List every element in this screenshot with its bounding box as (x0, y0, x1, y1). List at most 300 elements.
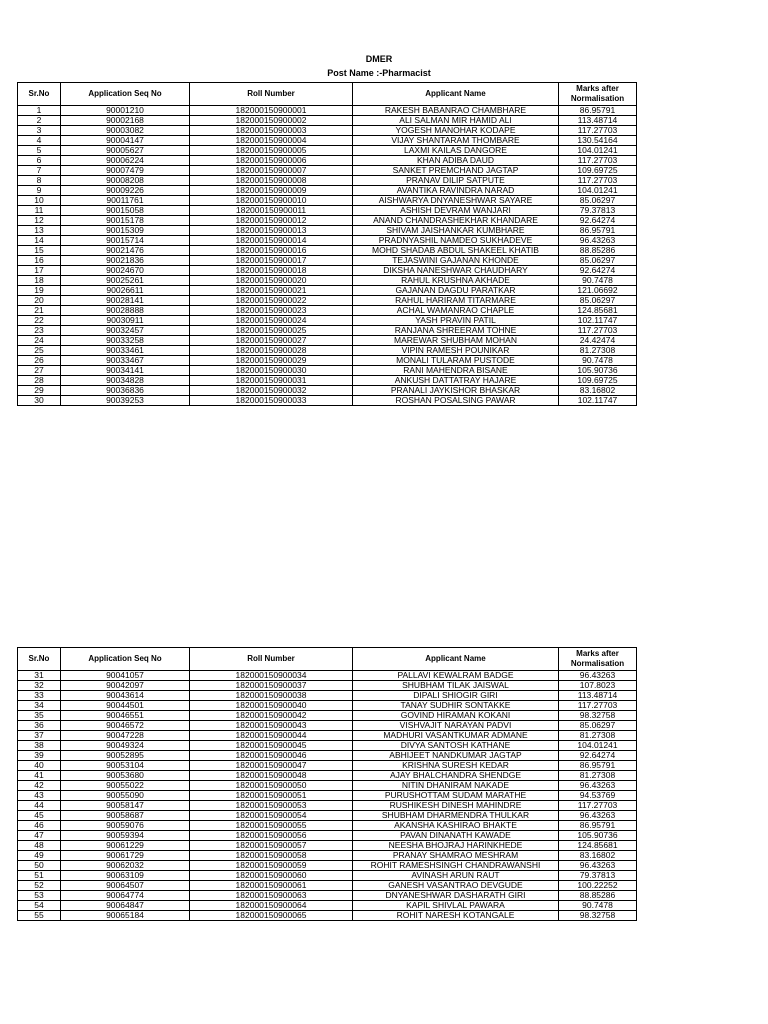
cell-app-seq: 90028888 (61, 306, 190, 316)
table-row (18, 276, 637, 286)
cell-srno: 14 (18, 236, 61, 246)
cell-app-seq: 90065184 (61, 911, 190, 921)
col-header-name: Applicant Name (353, 83, 559, 106)
cell-marks: 117.27703 (559, 801, 637, 811)
cell-applicant-name: MAREWAR SHUBHAM MOHAN (353, 336, 559, 346)
cell-srno: 20 (18, 296, 61, 306)
cell-app-seq: 90036836 (61, 386, 190, 396)
cell-srno: 27 (18, 366, 61, 376)
cell-roll-number: 182000150900005 (190, 146, 353, 156)
cell-app-seq: 90055090 (61, 791, 190, 801)
cell-marks: 113.48714 (559, 691, 637, 701)
cell-marks: 83.16802 (559, 851, 637, 861)
cell-roll-number: 182000150900009 (190, 186, 353, 196)
cell-app-seq: 90026611 (61, 286, 190, 296)
cell-marks: 81.27308 (559, 731, 637, 741)
cell-marks: 102.11747 (559, 316, 637, 326)
cell-app-seq: 90030911 (61, 316, 190, 326)
cell-srno: 24 (18, 336, 61, 346)
cell-app-seq: 90041057 (61, 671, 190, 681)
cell-roll-number: 182000150900056 (190, 831, 353, 841)
cell-marks: 88.85286 (559, 246, 637, 256)
col-header-marks: Marks after Normalisation (559, 83, 637, 106)
cell-roll-number: 182000150900050 (190, 781, 353, 791)
cell-srno: 31 (18, 671, 61, 681)
cell-applicant-name: VIJAY SHANTARAM THOMBARE (353, 136, 559, 146)
cell-marks: 117.27703 (559, 126, 637, 136)
cell-app-seq: 90062032 (61, 861, 190, 871)
cell-marks: 86.95791 (559, 821, 637, 831)
cell-marks: 86.95791 (559, 761, 637, 771)
table-row (18, 841, 637, 851)
table-row (18, 306, 637, 316)
table-row (18, 366, 637, 376)
cell-applicant-name: TANAY SUDHIR SONTAKKE (353, 701, 559, 711)
cell-roll-number: 182000150900008 (190, 176, 353, 186)
cell-applicant-name: ROSHAN POSALSING PAWAR (353, 396, 559, 406)
cell-roll-number: 182000150900002 (190, 116, 353, 126)
cell-app-seq: 90021476 (61, 246, 190, 256)
cell-srno: 36 (18, 721, 61, 731)
cell-srno: 48 (18, 841, 61, 851)
table-row (18, 216, 637, 226)
cell-roll-number: 182000150900032 (190, 386, 353, 396)
cell-roll-number: 182000150900060 (190, 871, 353, 881)
cell-srno: 7 (18, 166, 61, 176)
cell-roll-number: 182000150900030 (190, 366, 353, 376)
cell-roll-number: 182000150900001 (190, 106, 353, 116)
cell-applicant-name: ANAND CHANDRASHEKHAR KHANDARE (353, 216, 559, 226)
cell-marks: 81.27308 (559, 771, 637, 781)
cell-app-seq: 90043614 (61, 691, 190, 701)
cell-app-seq: 90028141 (61, 296, 190, 306)
cell-srno: 21 (18, 306, 61, 316)
cell-marks: 83.16802 (559, 386, 637, 396)
cell-srno: 4 (18, 136, 61, 146)
cell-applicant-name: YOGESH MANOHAR KODAPE (353, 126, 559, 136)
cell-app-seq: 90046572 (61, 721, 190, 731)
cell-applicant-name: RANJANA SHREERAM TOHNE (353, 326, 559, 336)
cell-marks: 124.85681 (559, 841, 637, 851)
cell-srno: 42 (18, 781, 61, 791)
cell-marks: 109.69725 (559, 376, 637, 386)
cell-app-seq: 90058687 (61, 811, 190, 821)
cell-marks: 107.8023 (559, 681, 637, 691)
cell-applicant-name: VIPIN RAMESH POUNIKAR (353, 346, 559, 356)
table-row (18, 396, 637, 406)
cell-applicant-name: RANI MAHENDRA BISANE (353, 366, 559, 376)
cell-marks: 105.90736 (559, 831, 637, 841)
table-row (18, 376, 637, 386)
cell-app-seq: 90024670 (61, 266, 190, 276)
cell-app-seq: 90003082 (61, 126, 190, 136)
cell-roll-number: 182000150900003 (190, 126, 353, 136)
cell-app-seq: 90034141 (61, 366, 190, 376)
table-row (18, 861, 637, 871)
cell-roll-number: 182000150900061 (190, 881, 353, 891)
cell-srno: 46 (18, 821, 61, 831)
col-header-marks: Marks after Normalisation (559, 648, 637, 671)
cell-app-seq: 90002168 (61, 116, 190, 126)
cell-applicant-name: KHAN ADIBA DAUD (353, 156, 559, 166)
table-row (18, 671, 637, 681)
cell-srno: 2 (18, 116, 61, 126)
cell-srno: 17 (18, 266, 61, 276)
cell-marks: 105.90736 (559, 366, 637, 376)
table-header-row (18, 648, 637, 671)
cell-app-seq: 90005627 (61, 146, 190, 156)
cell-srno: 49 (18, 851, 61, 861)
cell-roll-number: 182000150900055 (190, 821, 353, 831)
cell-roll-number: 182000150900031 (190, 376, 353, 386)
cell-srno: 10 (18, 196, 61, 206)
cell-srno: 9 (18, 186, 61, 196)
cell-applicant-name: NEESHA BHOJRAJ HARINKHEDE (353, 841, 559, 851)
cell-srno: 16 (18, 256, 61, 266)
cell-roll-number: 182000150900043 (190, 721, 353, 731)
cell-app-seq: 90064774 (61, 891, 190, 901)
col-header-roll: Roll Number (190, 648, 353, 671)
cell-applicant-name: YASH PRAVIN PATIL (353, 316, 559, 326)
table-row (18, 701, 637, 711)
cell-roll-number: 182000150900046 (190, 751, 353, 761)
cell-roll-number: 182000150900034 (190, 671, 353, 681)
table-row (18, 156, 637, 166)
cell-app-seq: 90011761 (61, 196, 190, 206)
cell-applicant-name: MONALI TULARAM PUSTODE (353, 356, 559, 366)
cell-roll-number: 182000150900010 (190, 196, 353, 206)
cell-roll-number: 182000150900040 (190, 701, 353, 711)
table-row (18, 316, 637, 326)
cell-roll-number: 182000150900011 (190, 206, 353, 216)
table-row (18, 386, 637, 396)
cell-marks: 90.7478 (559, 356, 637, 366)
cell-app-seq: 90046551 (61, 711, 190, 721)
cell-marks: 94.53769 (559, 791, 637, 801)
cell-applicant-name: ROHIT RAMESHSINGH CHANDRAWANSHI (353, 861, 559, 871)
cell-applicant-name: GAJANAN DAGDU PARATKAR (353, 286, 559, 296)
col-header-name: Applicant Name (353, 648, 559, 671)
cell-srno: 23 (18, 326, 61, 336)
cell-marks: 88.85286 (559, 891, 637, 901)
table-row (18, 336, 637, 346)
cell-app-seq: 90047228 (61, 731, 190, 741)
table-row (18, 286, 637, 296)
cell-applicant-name: SANKET PREMCHAND JAGTAP (353, 166, 559, 176)
table-row (18, 146, 637, 156)
cell-app-seq: 90053680 (61, 771, 190, 781)
table-row (18, 831, 637, 841)
cell-marks: 104.01241 (559, 146, 637, 156)
cell-marks: 113.48714 (559, 116, 637, 126)
cell-roll-number: 182000150900048 (190, 771, 353, 781)
cell-srno: 51 (18, 871, 61, 881)
cell-applicant-name: MOHD SHADAB ABDUL SHAKEEL KHATIB (353, 246, 559, 256)
cell-roll-number: 182000150900033 (190, 396, 353, 406)
cell-srno: 44 (18, 801, 61, 811)
cell-srno: 3 (18, 126, 61, 136)
cell-roll-number: 182000150900028 (190, 346, 353, 356)
cell-srno: 52 (18, 881, 61, 891)
cell-marks: 96.43263 (559, 811, 637, 821)
cell-app-seq: 90021836 (61, 256, 190, 266)
cell-srno: 8 (18, 176, 61, 186)
cell-roll-number: 182000150900017 (190, 256, 353, 266)
table-row (18, 326, 637, 336)
table-row (18, 911, 637, 921)
cell-applicant-name: PURUSHOTTAM SUDAM MARATHE (353, 791, 559, 801)
table-row (18, 126, 637, 136)
cell-srno: 54 (18, 901, 61, 911)
cell-srno: 11 (18, 206, 61, 216)
cell-applicant-name: PALLAVI KEWALRAM BADGE (353, 671, 559, 681)
cell-applicant-name: KRISHNA SURESH KEDAR (353, 761, 559, 771)
cell-app-seq: 90044501 (61, 701, 190, 711)
table-row (18, 731, 637, 741)
cell-app-seq: 90055022 (61, 781, 190, 791)
cell-marks: 86.95791 (559, 106, 637, 116)
table-row (18, 296, 637, 306)
cell-srno: 43 (18, 791, 61, 801)
cell-applicant-name: LAXMI KAILAS DANGORE (353, 146, 559, 156)
cell-app-seq: 90007479 (61, 166, 190, 176)
cell-roll-number: 182000150900021 (190, 286, 353, 296)
cell-applicant-name: VISHVAJIT NARAYAN PADVI (353, 721, 559, 731)
cell-marks: 79.37813 (559, 871, 637, 881)
cell-srno: 53 (18, 891, 61, 901)
table-row (18, 781, 637, 791)
cell-marks: 92.64274 (559, 216, 637, 226)
cell-applicant-name: KAPIL SHIVLAL PAWARA (353, 901, 559, 911)
cell-applicant-name: GANESH VASANTRAO DEVGUDE (353, 881, 559, 891)
cell-app-seq: 90033258 (61, 336, 190, 346)
cell-roll-number: 182000150900057 (190, 841, 353, 851)
cell-srno: 15 (18, 246, 61, 256)
cell-app-seq: 90064507 (61, 881, 190, 891)
cell-applicant-name: ANKUSH DATTATRAY HAJARE (353, 376, 559, 386)
table-row (18, 116, 637, 126)
cell-applicant-name: NITIN DHANIRAM NAKADE (353, 781, 559, 791)
cell-roll-number: 182000150900044 (190, 731, 353, 741)
cell-srno: 18 (18, 276, 61, 286)
table-row (18, 891, 637, 901)
cell-marks: 98.32758 (559, 911, 637, 921)
col-header-app-seq: Application Seq No (61, 83, 190, 106)
table-row (18, 881, 637, 891)
cell-applicant-name: SHUBHAM TILAK JAISWAL (353, 681, 559, 691)
table-row (18, 851, 637, 861)
cell-app-seq: 90006224 (61, 156, 190, 166)
cell-marks: 98.32758 (559, 711, 637, 721)
cell-applicant-name: DIVYA SANTOSH KATHANE (353, 741, 559, 751)
cell-marks: 85.06297 (559, 721, 637, 731)
cell-srno: 12 (18, 216, 61, 226)
table-header-row (18, 83, 637, 106)
cell-roll-number: 182000150900022 (190, 296, 353, 306)
table-row (18, 691, 637, 701)
table-row (18, 681, 637, 691)
cell-applicant-name: TEJASWINI GAJANAN KHONDE (353, 256, 559, 266)
cell-roll-number: 182000150900012 (190, 216, 353, 226)
cell-srno: 29 (18, 386, 61, 396)
table-row (18, 356, 637, 366)
table-row (18, 226, 637, 236)
cell-applicant-name: ALI SALMAN MIR HAMID ALI (353, 116, 559, 126)
cell-roll-number: 182000150900058 (190, 851, 353, 861)
col-header-roll: Roll Number (190, 83, 353, 106)
cell-srno: 28 (18, 376, 61, 386)
cell-roll-number: 182000150900024 (190, 316, 353, 326)
table-row (18, 721, 637, 731)
cell-marks: 85.06297 (559, 296, 637, 306)
cell-applicant-name: RUSHIKESH DINESH MAHINDRE (353, 801, 559, 811)
cell-applicant-name: RAHUL HARIRAM TITARMARE (353, 296, 559, 306)
cell-app-seq: 90015058 (61, 206, 190, 216)
cell-marks: 100.22252 (559, 881, 637, 891)
cell-applicant-name: RAKESH BABANRAO CHAMBHARE (353, 106, 559, 116)
table-row (18, 346, 637, 356)
cell-app-seq: 90039253 (61, 396, 190, 406)
cell-applicant-name: PRANALI JAYKISHOR BHASKAR (353, 386, 559, 396)
cell-srno: 38 (18, 741, 61, 751)
cell-applicant-name: ACHAL WAMANRAO CHAPLE (353, 306, 559, 316)
cell-applicant-name: DNYANESHWAR DASHARATH GIRI (353, 891, 559, 901)
cell-marks: 86.95791 (559, 226, 637, 236)
table-row (18, 196, 637, 206)
cell-roll-number: 182000150900029 (190, 356, 353, 366)
cell-srno: 45 (18, 811, 61, 821)
cell-roll-number: 182000150900014 (190, 236, 353, 246)
document-title: DMER (365, 54, 393, 64)
cell-srno: 40 (18, 761, 61, 771)
cell-marks: 96.43263 (559, 236, 637, 246)
table-row (18, 771, 637, 781)
cell-app-seq: 90059394 (61, 831, 190, 841)
cell-marks: 96.43263 (559, 781, 637, 791)
cell-marks: 102.11747 (559, 396, 637, 406)
cell-marks: 96.43263 (559, 671, 637, 681)
cell-applicant-name: RAHUL KRUSHNA AKHADE (353, 276, 559, 286)
table-body-2 (18, 671, 637, 921)
cell-srno: 32 (18, 681, 61, 691)
results-table-1 (17, 82, 637, 406)
cell-applicant-name: PRANAV DILIP SATPUTE (353, 176, 559, 186)
table-row (18, 246, 637, 256)
cell-marks: 79.37813 (559, 206, 637, 216)
table-body-1 (18, 106, 637, 406)
cell-srno: 41 (18, 771, 61, 781)
cell-applicant-name: ROHIT NARESH KOTANGALE (353, 911, 559, 921)
cell-srno: 47 (18, 831, 61, 841)
cell-roll-number: 182000150900004 (190, 136, 353, 146)
cell-applicant-name: ABHIJEET NANDKUMAR JAGTAP (353, 751, 559, 761)
cell-app-seq: 90033467 (61, 356, 190, 366)
cell-app-seq: 90015309 (61, 226, 190, 236)
cell-app-seq: 90033461 (61, 346, 190, 356)
cell-app-seq: 90061229 (61, 841, 190, 851)
cell-marks: 121.06692 (559, 286, 637, 296)
col-header-app-seq: Application Seq No (61, 648, 190, 671)
document-subtitle: Post Name :-Pharmacist (327, 68, 431, 78)
cell-applicant-name: ASHISH DEVRAM WANJARI (353, 206, 559, 216)
cell-applicant-name: PRANAY SHAMRAO MESHRAM (353, 851, 559, 861)
cell-srno: 35 (18, 711, 61, 721)
cell-srno: 1 (18, 106, 61, 116)
cell-roll-number: 182000150900059 (190, 861, 353, 871)
table-row (18, 186, 637, 196)
cell-app-seq: 90052895 (61, 751, 190, 761)
cell-srno: 5 (18, 146, 61, 156)
cell-app-seq: 90004147 (61, 136, 190, 146)
cell-marks: 117.27703 (559, 156, 637, 166)
cell-roll-number: 182000150900007 (190, 166, 353, 176)
cell-app-seq: 90015178 (61, 216, 190, 226)
table-row (18, 801, 637, 811)
cell-roll-number: 182000150900063 (190, 891, 353, 901)
cell-srno: 22 (18, 316, 61, 326)
cell-applicant-name: AISHWARYA DNYANESHWAR SAYARE (353, 196, 559, 206)
cell-app-seq: 90001210 (61, 106, 190, 116)
cell-app-seq: 90049324 (61, 741, 190, 751)
cell-roll-number: 182000150900038 (190, 691, 353, 701)
cell-srno: 30 (18, 396, 61, 406)
cell-roll-number: 182000150900042 (190, 711, 353, 721)
cell-roll-number: 182000150900065 (190, 911, 353, 921)
cell-app-seq: 90032457 (61, 326, 190, 336)
cell-srno: 33 (18, 691, 61, 701)
cell-app-seq: 90008208 (61, 176, 190, 186)
cell-applicant-name: DIPALI SHIOGIR GIRI (353, 691, 559, 701)
cell-applicant-name: AJAY BHALCHANDRA SHENDGE (353, 771, 559, 781)
cell-applicant-name: DIKSHA NANESHWAR CHAUDHARY (353, 266, 559, 276)
cell-srno: 6 (18, 156, 61, 166)
cell-srno: 55 (18, 911, 61, 921)
cell-marks: 109.69725 (559, 166, 637, 176)
cell-roll-number: 182000150900053 (190, 801, 353, 811)
cell-srno: 37 (18, 731, 61, 741)
cell-applicant-name: SHUBHAM DHARMENDRA THULKAR (353, 811, 559, 821)
cell-roll-number: 182000150900047 (190, 761, 353, 771)
cell-roll-number: 182000150900013 (190, 226, 353, 236)
cell-roll-number: 182000150900016 (190, 246, 353, 256)
col-header-srno: Sr.No (18, 648, 61, 671)
cell-marks: 90.7478 (559, 901, 637, 911)
cell-app-seq: 90063109 (61, 871, 190, 881)
cell-marks: 96.43263 (559, 861, 637, 871)
cell-marks: 117.27703 (559, 701, 637, 711)
cell-marks: 117.27703 (559, 176, 637, 186)
cell-applicant-name: GOVIND HIRAMAN KOKANI (353, 711, 559, 721)
table-row (18, 871, 637, 881)
col-header-srno: Sr.No (18, 83, 61, 106)
cell-marks: 117.27703 (559, 326, 637, 336)
cell-applicant-name: AVINASH ARUN RAUT (353, 871, 559, 881)
cell-marks: 24.42474 (559, 336, 637, 346)
cell-srno: 26 (18, 356, 61, 366)
table-row (18, 711, 637, 721)
table-row (18, 751, 637, 761)
table-row (18, 206, 637, 216)
table-row (18, 791, 637, 801)
cell-applicant-name: SHIVAM JAISHANKAR KUMBHARE (353, 226, 559, 236)
cell-app-seq: 90025261 (61, 276, 190, 286)
cell-roll-number: 182000150900054 (190, 811, 353, 821)
cell-applicant-name: PRADNYASHIL NAMDEO SUKHADEVE (353, 236, 559, 246)
cell-roll-number: 182000150900064 (190, 901, 353, 911)
cell-marks: 81.27308 (559, 346, 637, 356)
table-row (18, 761, 637, 771)
cell-app-seq: 90015714 (61, 236, 190, 246)
